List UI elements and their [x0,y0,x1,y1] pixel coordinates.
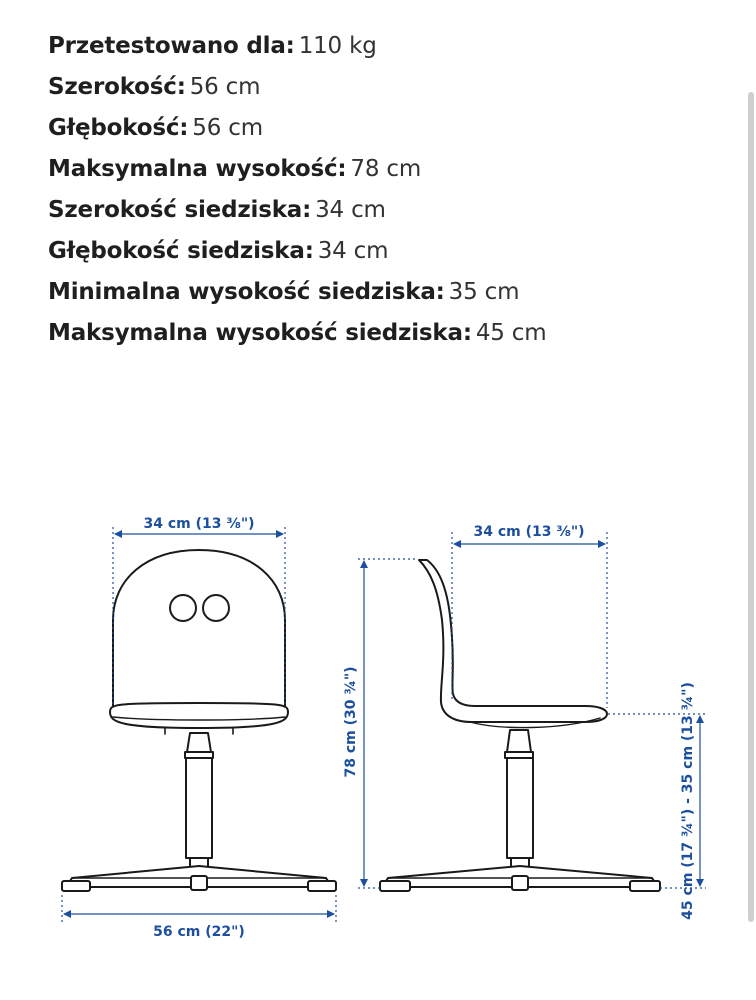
side-seat-depth-dimension [452,532,607,708]
side-shell [419,560,607,722]
side-height-label: 78 cm (30 ¾") [343,666,359,778]
spec-label: Szerokość siedziska: [48,197,312,223]
spec-value: 45 cm [475,320,547,346]
spec-label: Przetestowano dla: [48,33,295,59]
front-seat-width-label: 34 cm (13 ⅜") [143,516,255,532]
spec-width [48,67,546,108]
spec-label: Minimalna wysokość siedziska: [48,279,445,305]
side-seat-depth-label: 34 cm (13 ⅜") [473,524,585,540]
front-view-chair [62,550,336,891]
spec-seat-width [48,190,546,231]
front-gas-column [186,758,212,858]
front-backrest [113,550,285,708]
side-gas-column [507,758,533,858]
spec-value: 35 cm [448,279,520,305]
spec-depth [48,108,546,149]
spec-label: Głębokość siedziska: [48,238,314,264]
spec-label: Głębokość: [48,115,189,141]
spec-label: Maksymalna wysokość siedziska: [48,320,472,346]
spec-seat-depth [48,231,546,272]
side-view-chair [380,560,660,891]
spec-max-height [48,149,546,190]
spec-value: 56 cm [189,74,261,100]
side-height-dimension [358,559,418,888]
spec-value: 56 cm [192,115,263,141]
spec-tested-for [48,26,546,67]
spec-min-seat-height [48,272,546,313]
spec-value: 110 kg [298,33,377,59]
spec-label: Maksymalna wysokość: [48,156,347,182]
front-seat [110,703,288,728]
spec-value: 34 cm [315,197,386,223]
front-base-width-label: 56 cm (22") [153,924,245,940]
side-seat-height-label: 45 cm (17 ¾") - 35 cm (13 ¾") [680,682,696,920]
spec-value: 34 cm [317,238,389,264]
front-base-width-dimension [62,895,336,922]
product-specifications [48,26,546,354]
chair-dimension-diagram [0,490,756,950]
spec-label: Szerokość: [48,74,186,100]
spec-max-seat-height [48,313,546,354]
spec-value: 78 cm [350,156,422,182]
